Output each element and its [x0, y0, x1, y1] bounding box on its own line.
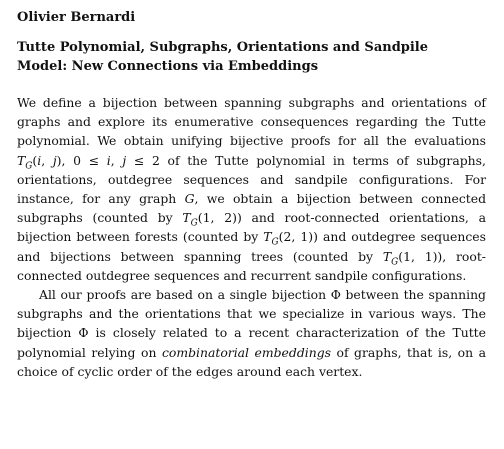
abstract-text: of graphs, that is, on a choice of cyclic order of the edges around each vertex. — [17, 344, 486, 379]
abstract-text: ) and outdegree sequences and bijections between spanning trees (counted by — [17, 229, 487, 264]
abstract-text: is closely related to a recent characterization of the Tutte polynomial relying on — [17, 325, 486, 360]
abstract-paragraph-2 — [17, 285, 486, 381]
abstract-text: , we obtain a bijection between connected subgraphs (counted by — [17, 191, 487, 226]
abstract-text: of the Tutte polynomial in terms of subgraphs, orientations, outdegree sequences and sandpile configurations. For instance, for any graph — [17, 152, 486, 207]
math-expression: $T_G(1$, 2) — [182, 210, 237, 229]
math-expression: G — [184, 191, 195, 207]
math-expression: $T_G(i$, j), 0 ≤ i, j ≤ 2 — [17, 152, 160, 172]
abstract-text: All our proofs are based on a single bijection — [39, 287, 331, 303]
math-expression: Φ — [78, 325, 89, 341]
abstract-text: between the spanning subgraphs and the orientations that we specialize in various ways. The bijection — [17, 287, 486, 341]
emphasized-phrase: combinatorial embeddings — [161, 344, 331, 360]
paper-title: Tutte Polynomial, Subgraphs, Orientations and Sandpile Model: New Connections via Embeddings — [17, 40, 429, 74]
math-expression: $T_G(2$, 1) — [263, 229, 314, 248]
math-expression: $T_G(1$, 1) — [382, 248, 438, 268]
abstract-text: ), root-connected outdegree sequences and recurrent sandpile configurations. — [17, 248, 486, 283]
author-name: Olivier Bernardi — [17, 10, 136, 25]
abstract-text: ) and root-connected orientations, a bijection between forests (counted by — [17, 210, 486, 245]
math-expression: Φ — [330, 287, 341, 303]
abstract-paragraph-1 — [17, 93, 486, 285]
abstract-text: We define a bijection between spanning subgraphs and orientations of graphs and explore its enumerative consequences regarding the Tutte polynomial. We obtain unifying bijective proofs for all the evaluations — [17, 95, 486, 149]
abstract-body — [17, 93, 486, 381]
